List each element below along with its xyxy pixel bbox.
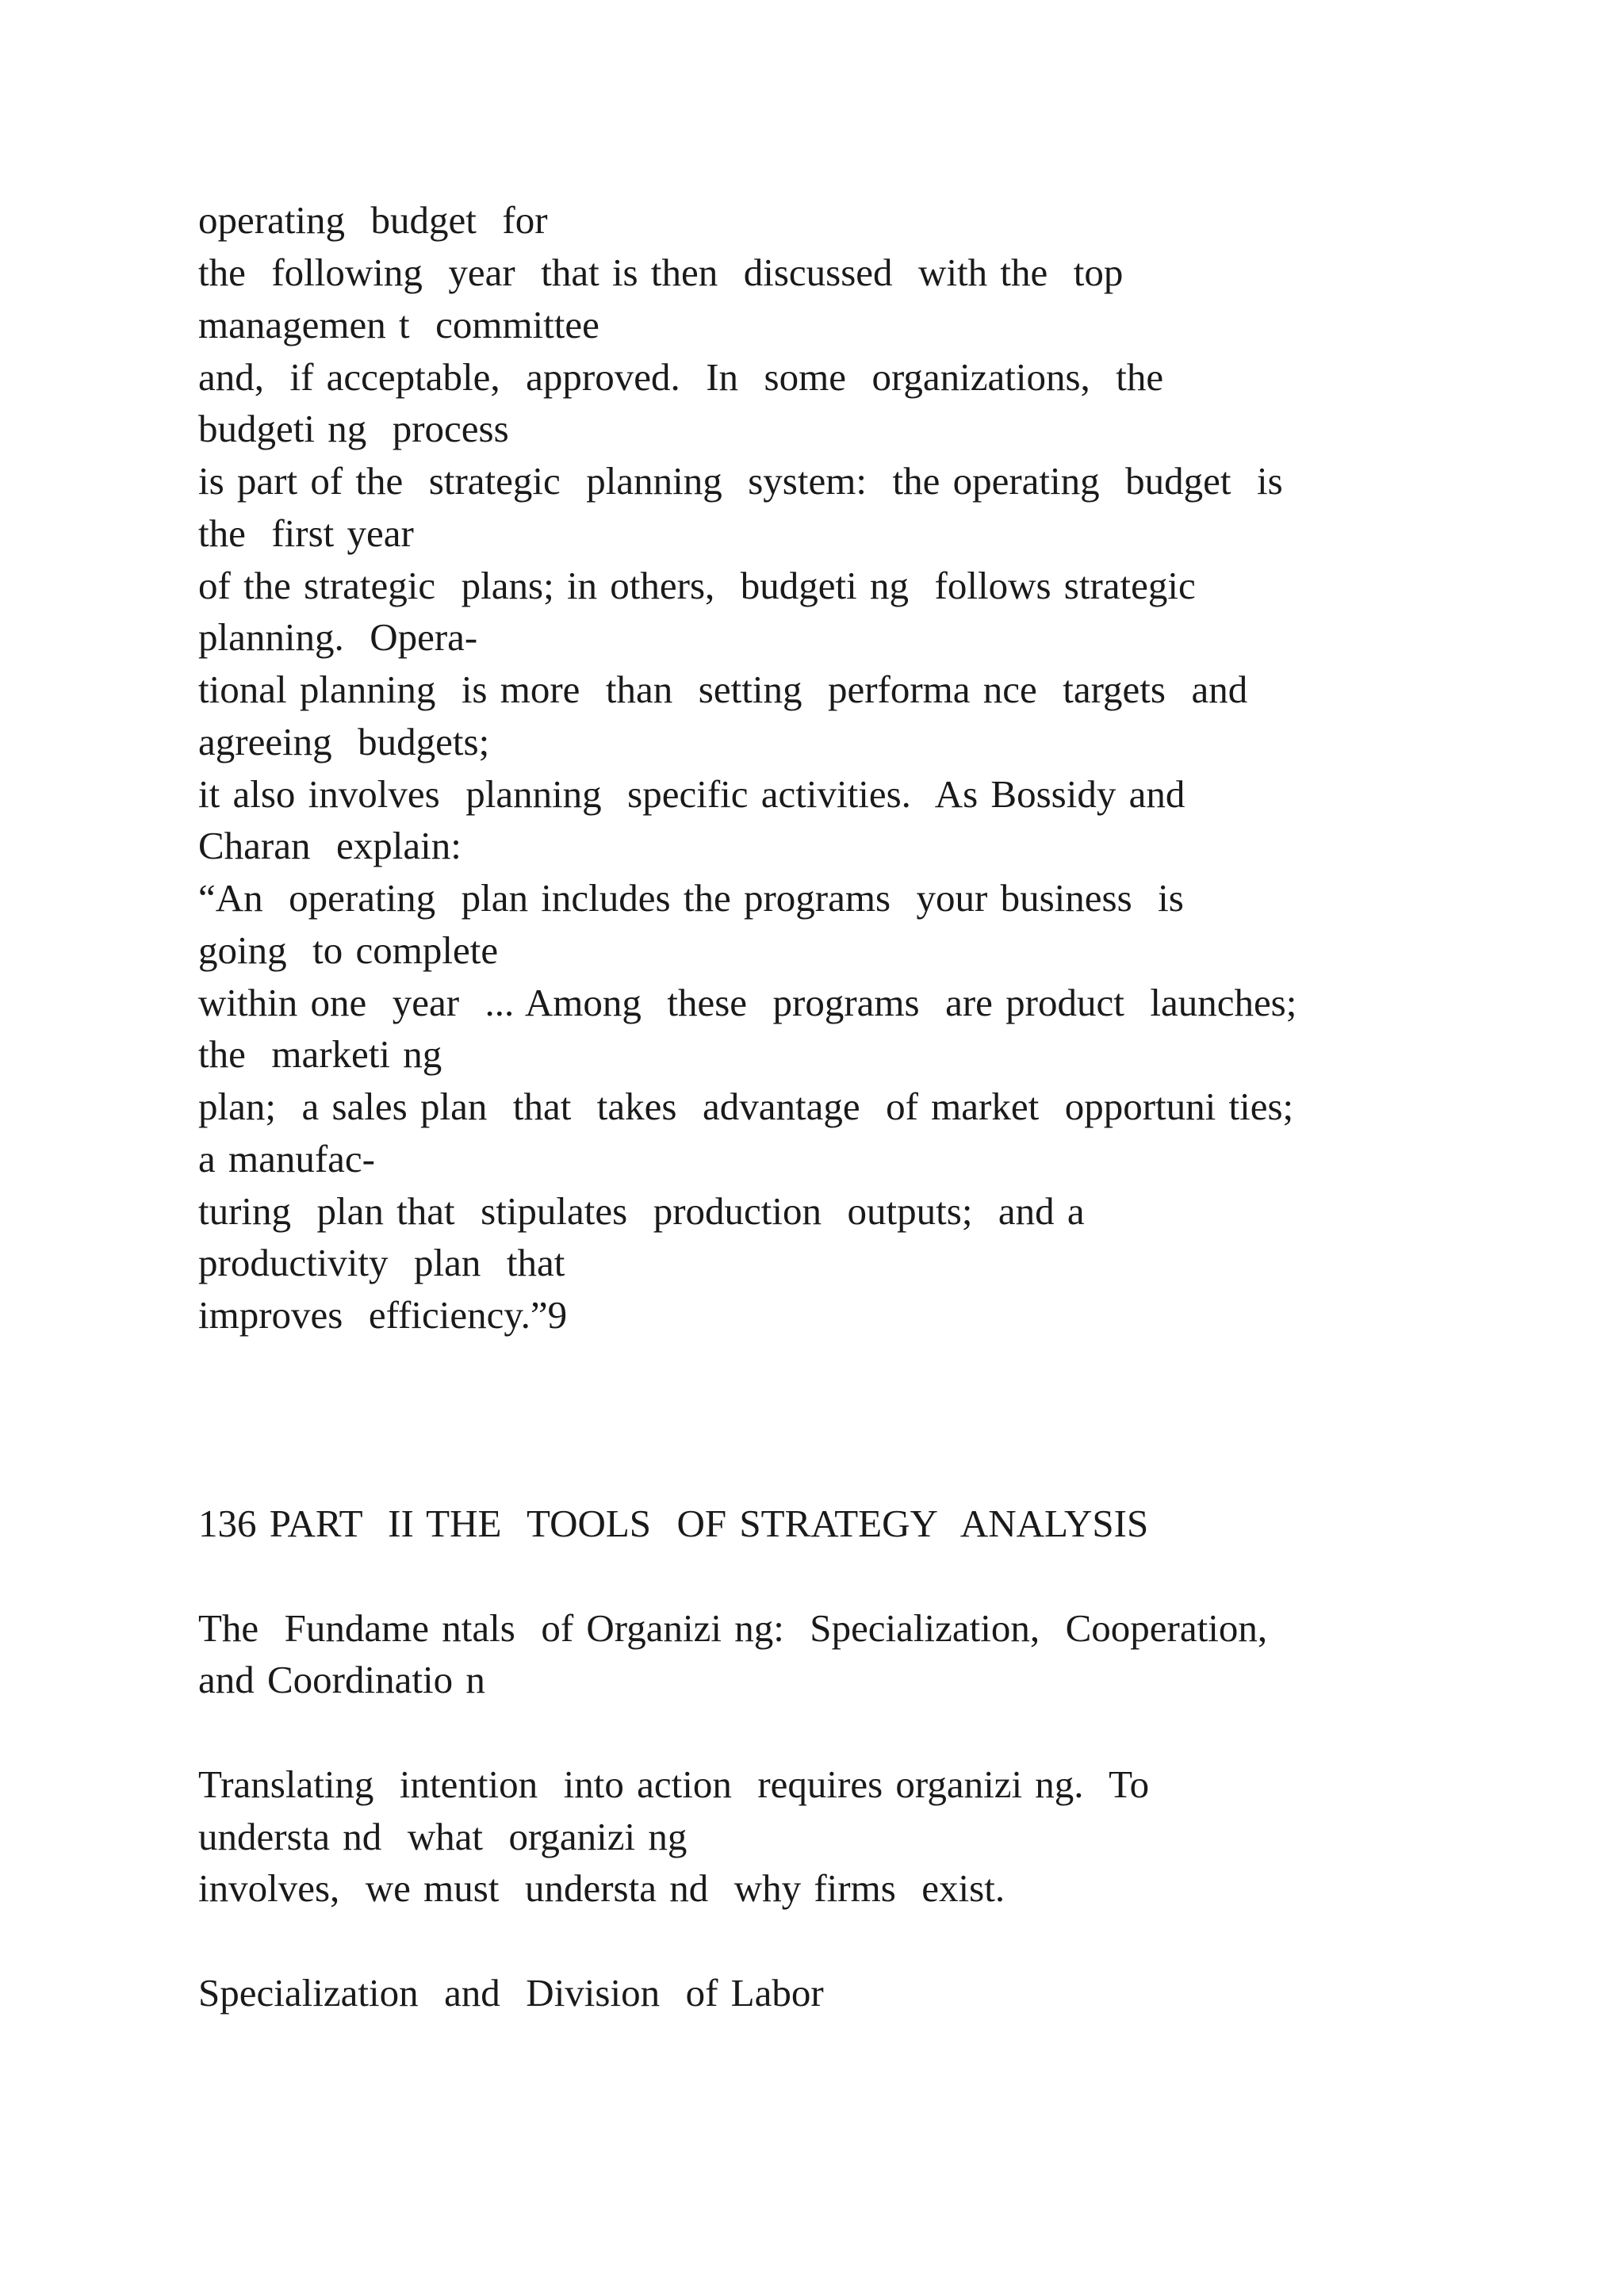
body-text-line: “An operating plan includes the programs your business is bbox=[198, 876, 1184, 920]
body-text-line: productivity plan that bbox=[198, 1241, 565, 1284]
body-text-line: and, if acceptable, approved. In some organizations, the bbox=[198, 355, 1164, 399]
body-text-line: the first year bbox=[198, 511, 414, 555]
body-text-line: turing plan that stipulates production outputs; and a bbox=[198, 1189, 1085, 1233]
body-text-line: going to complete bbox=[198, 928, 499, 972]
body-text-line: budgeti ng process bbox=[198, 407, 509, 450]
paragraph-line: understa nd what organizi ng bbox=[198, 1815, 688, 1858]
body-text-line: within one year ... Among these programs are product launches; bbox=[198, 981, 1297, 1024]
section-heading: and Coordinatio n bbox=[198, 1658, 485, 1701]
subheading: Specialization and Division of Labor bbox=[198, 1971, 824, 2015]
body-text-line: is part of the strategic planning system: the operating budget is bbox=[198, 459, 1283, 503]
body-text-line: the marketi ng bbox=[198, 1032, 442, 1076]
paragraph-line: Translating intention into action requires organizi ng. To bbox=[198, 1762, 1150, 1806]
body-text-line: it also involves planning specific activities. As Bossidy and bbox=[198, 772, 1185, 816]
body-text-line: a manufac- bbox=[198, 1137, 375, 1181]
body-text-line: planning. Opera- bbox=[198, 615, 478, 659]
body-text-line: improves efficiency.”9 bbox=[198, 1293, 568, 1337]
body-text-line: plan; a sales plan that takes advantage of market opportuni ties; bbox=[198, 1085, 1294, 1128]
section-heading: The Fundame ntals of Organizi ng: Specialization, Cooperation, bbox=[198, 1606, 1268, 1650]
body-text-line: agreeing budgets; bbox=[198, 720, 490, 763]
body-text-line: the following year that is then discussed with the top bbox=[198, 251, 1124, 294]
body-text-line: operating budget for bbox=[198, 198, 548, 242]
body-text-line: Charan explain: bbox=[198, 824, 462, 867]
body-text-line: tional planning is more than setting performa nce targets and bbox=[198, 668, 1248, 711]
body-text-line: managemen t committee bbox=[198, 303, 599, 346]
paragraph-line: involves, we must understa nd why firms exist. bbox=[198, 1866, 1005, 1910]
body-text-line: of the strategic plans; in others, budgeti ng follows strategic bbox=[198, 564, 1196, 607]
page-header: 136 PART II THE TOOLS OF STRATEGY ANALYSIS bbox=[198, 1502, 1149, 1545]
